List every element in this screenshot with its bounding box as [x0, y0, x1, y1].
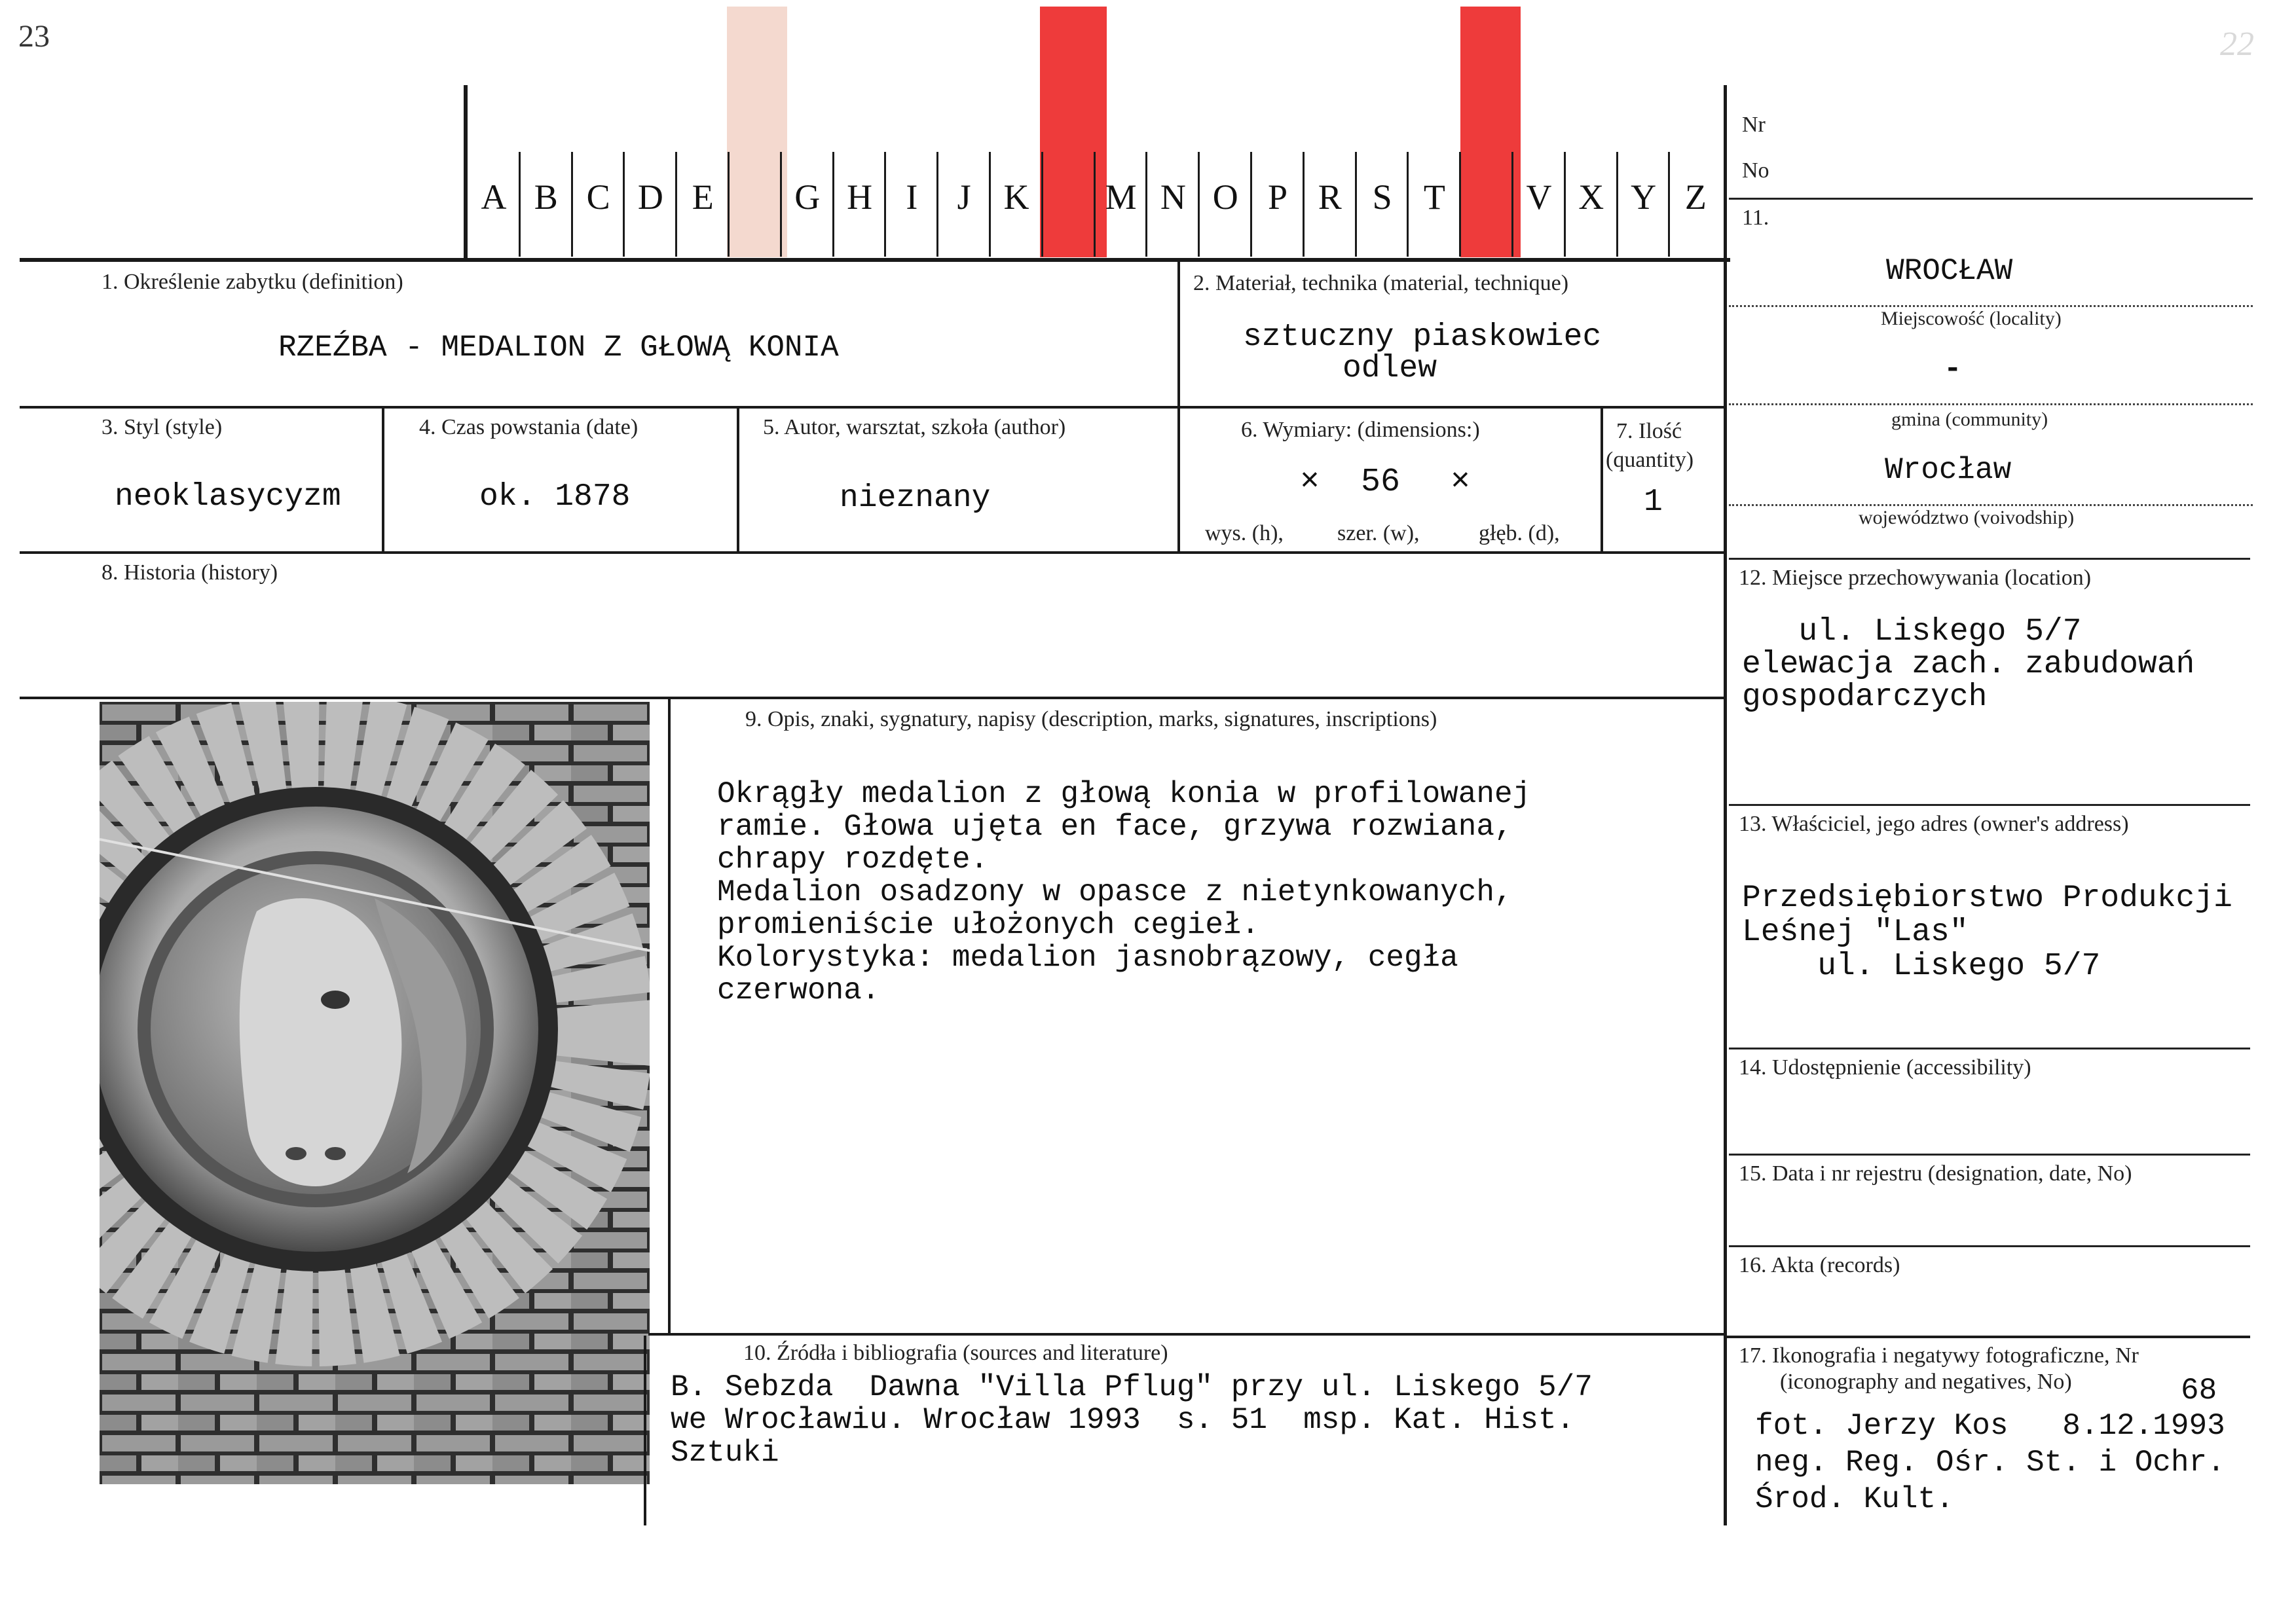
field-6-width-value: 56 — [1361, 464, 1401, 501]
index-tab-l — [1040, 7, 1107, 257]
corner-number-right: 22 — [2220, 26, 2254, 63]
description-line: chrapy rozdęte. — [717, 843, 989, 877]
community-value: - — [1944, 352, 1962, 386]
divider-row-1 — [20, 406, 1726, 409]
field-10-label: 10. Źródła i bibliografia (sources and literature) — [743, 1341, 1168, 1365]
description-line: Kolorystyka: medalion jasnobrązowy, cegła — [717, 941, 1458, 975]
divider-field-12 — [1729, 558, 2250, 560]
field-17-photo-info — [1755, 1408, 2225, 1518]
index-letter-separator — [675, 152, 677, 257]
divider-field-5 — [737, 409, 739, 551]
index-letter-s: S — [1372, 177, 1392, 217]
community-label: gmina (community) — [1891, 409, 2048, 430]
index-letter-n: N — [1160, 177, 1186, 217]
field-2-label: 2. Materiał, technika (material, technique) — [1193, 271, 1569, 295]
field-9-label: 9. Opis, znaki, sygnatury, napisy (description, marks, signatures, inscriptions) — [745, 707, 1437, 731]
index-letter-h: H — [847, 177, 873, 217]
field-17-negative-number: 68 — [2181, 1374, 2217, 1408]
owner-line: Leśnej "Las" — [1742, 915, 1969, 950]
divider-field-13 — [1729, 804, 2250, 806]
index-letter-separator — [623, 152, 625, 257]
index-letter-separator — [1668, 152, 1670, 257]
photo-info-line: Środ. Kult. — [1755, 1482, 1954, 1516]
index-letter-m: M — [1105, 177, 1137, 217]
index-letter-separator — [1250, 152, 1252, 257]
index-letter-z: Z — [1684, 177, 1707, 217]
field-17-label-en: (iconography and negatives, No) — [1780, 1370, 2072, 1394]
field-4-value: ok. 1878 — [479, 479, 631, 515]
index-tab-f — [727, 7, 787, 257]
divider-field-4 — [382, 409, 384, 551]
index-letter-v: V — [1526, 177, 1552, 217]
description-line: czerwona. — [717, 974, 880, 1008]
index-letter-r: R — [1318, 177, 1342, 217]
field-6-times-2: × — [1451, 464, 1471, 501]
field-6-depth-label: głęb. (d), — [1479, 521, 1560, 545]
description-line: ramie. Głowa ujęta en face, grzywa rozwiana, — [717, 810, 1513, 844]
sources-line: B. Sebzda Dawna "Villa Pflug" przy ul. Liskego 5/7 — [671, 1370, 1593, 1404]
index-letter-d: D — [637, 177, 663, 217]
index-letter-separator — [1145, 152, 1147, 257]
index-letter-separator — [1616, 152, 1618, 257]
owner-line: Przedsiębiorstwo Produkcji — [1742, 881, 2232, 916]
divider-community — [1729, 403, 2253, 405]
index-letter-t: T — [1423, 177, 1445, 217]
index-letter-separator — [728, 152, 730, 257]
field-6-width-label: szer. (w), — [1337, 521, 1420, 545]
index-letter-separator — [884, 152, 886, 257]
index-letter-separator — [936, 152, 938, 257]
index-letter-separator — [1355, 152, 1357, 257]
photo-info-line: neg. Reg. Ośr. St. i Ochr. — [1755, 1446, 2225, 1480]
index-letter-separator — [1564, 152, 1566, 257]
field-4-label: 4. Czas powstania (date) — [419, 415, 639, 439]
index-letter-i: I — [906, 177, 918, 217]
field-10-sources — [671, 1371, 1593, 1469]
index-strip-left-edge — [464, 85, 468, 259]
divider-top — [20, 258, 1730, 262]
index-letter-separator — [571, 152, 573, 257]
index-letter-j: J — [957, 177, 971, 217]
divider-locality — [1729, 305, 2253, 307]
field-15-label: 15. Data i nr rejestru (designation, date, No) — [1739, 1161, 2132, 1186]
description-line: Okrągły medalion z głową konia w profilowanej — [717, 777, 1531, 811]
field-6-height-label: wys. (h), — [1205, 521, 1284, 545]
divider-field-10-left — [644, 1336, 646, 1525]
location-line: ul. Liskego 5/7 — [1742, 614, 2082, 649]
voivodship-value: Wrocław — [1885, 453, 2012, 487]
divider-voivodship — [1729, 504, 2253, 506]
locality-value: WROCŁAW — [1886, 254, 2013, 288]
divider-photo — [668, 699, 671, 1334]
index-letter-separator — [1407, 152, 1409, 257]
index-letter-separator — [780, 152, 782, 257]
field-7-label-en: (quantity) — [1606, 448, 1694, 472]
field-8-label: 8. Historia (history) — [102, 560, 278, 585]
divider-field-10 — [648, 1333, 1726, 1336]
field-12-label: 12. Miejsce przechowywania (location) — [1739, 566, 2092, 590]
field-13-owner — [1742, 881, 2232, 983]
sources-line: we Wrocławiu. Wrocław 1993 s. 51 msp. Kat. Hist. — [671, 1403, 1575, 1437]
field-11-label: 11. — [1742, 206, 1769, 230]
sources-line: Sztuki — [671, 1436, 779, 1470]
divider-field-7 — [1601, 409, 1603, 551]
field-6-times-1: × — [1300, 464, 1320, 501]
field-13-label: 13. Właściciel, jego adres (owner's address) — [1739, 812, 2129, 836]
field-7-value: 1 — [1644, 484, 1663, 520]
divider-field-6 — [1177, 409, 1180, 551]
field-16-label: 16. Akta (records) — [1739, 1253, 1900, 1277]
index-letter-p: P — [1267, 177, 1288, 217]
field-1-value: RZEŹBA - MEDALION Z GŁOWĄ KONIA — [278, 331, 839, 365]
index-letter-k: K — [1003, 177, 1029, 217]
field-3-value: neoklasycyzm — [115, 479, 341, 515]
divider-field-17 — [1726, 1336, 2250, 1338]
field-5-label: 5. Autor, warsztat, szkoła (author) — [763, 415, 1066, 439]
location-line: elewacja zach. zabudowań — [1742, 647, 2195, 682]
field-14-label: 14. Udostępnienie (accessibility) — [1739, 1055, 2031, 1080]
index-letter-separator — [1094, 152, 1096, 257]
nr-label: Nr — [1742, 113, 1766, 137]
index-letter-separator — [1041, 152, 1043, 257]
locality-label: Miejscowość (locality) — [1881, 308, 2062, 329]
index-letter-separator — [832, 152, 834, 257]
divider-field-15 — [1729, 1154, 2250, 1156]
field-9-description — [717, 778, 1530, 1007]
field-12-location — [1742, 615, 2194, 714]
corner-number-left: 23 — [18, 19, 50, 54]
description-line: promieniście ułożonych cegieł. — [717, 908, 1260, 942]
divider-field-2 — [1177, 261, 1180, 407]
medallion-photo — [100, 702, 650, 1484]
field-1-label: 1. Określenie zabytku (definition) — [102, 270, 403, 294]
divider-field-14 — [1729, 1048, 2250, 1049]
index-letter-o: O — [1212, 177, 1238, 217]
field-6-label: 6. Wymiary: (dimensions:) — [1241, 418, 1480, 442]
index-letter-separator — [1459, 152, 1461, 257]
field-7-label: 7. Ilość — [1616, 419, 1682, 443]
divider-row-2 — [20, 551, 1726, 554]
owner-line: ul. Liskego 5/7 — [1742, 949, 2101, 984]
index-letter-g: G — [794, 177, 821, 217]
location-line: gospodarczych — [1742, 680, 1988, 715]
divider-right-column — [1724, 85, 1727, 1525]
no-label: No — [1742, 158, 1769, 183]
photo-info-line: fot. Jerzy Kos 8.12.1993 — [1755, 1409, 2225, 1443]
field-17-label: 17. Ikonografia i negatywy fotograficzne, Nr — [1739, 1343, 2139, 1368]
field-2-value-line2: odlew — [1342, 351, 1437, 386]
index-letter-x: X — [1578, 177, 1604, 217]
index-letter-a: A — [481, 177, 507, 217]
voivodship-label: województwo (voivodship) — [1859, 507, 2075, 528]
divider-field-16 — [1729, 1245, 2250, 1247]
index-letter-b: B — [534, 177, 558, 217]
index-letter-separator — [1303, 152, 1305, 257]
description-line: Medalion osadzony w opasce z nietynkowanych, — [717, 875, 1513, 909]
index-letter-c: C — [586, 177, 610, 217]
index-letter-y: Y — [1631, 177, 1657, 217]
index-letter-separator — [989, 152, 991, 257]
index-letter-separator — [519, 152, 521, 257]
index-letter-separator — [1511, 152, 1513, 257]
field-2-value-line1: sztuczny piaskowiec — [1243, 319, 1602, 355]
divider-row-3 — [20, 697, 1726, 699]
field-5-value: nieznany — [840, 481, 991, 516]
field-3-label: 3. Styl (style) — [102, 415, 223, 439]
index-letter-e: E — [692, 177, 714, 217]
index-letter-separator — [1198, 152, 1200, 257]
divider-no — [1729, 198, 2253, 200]
